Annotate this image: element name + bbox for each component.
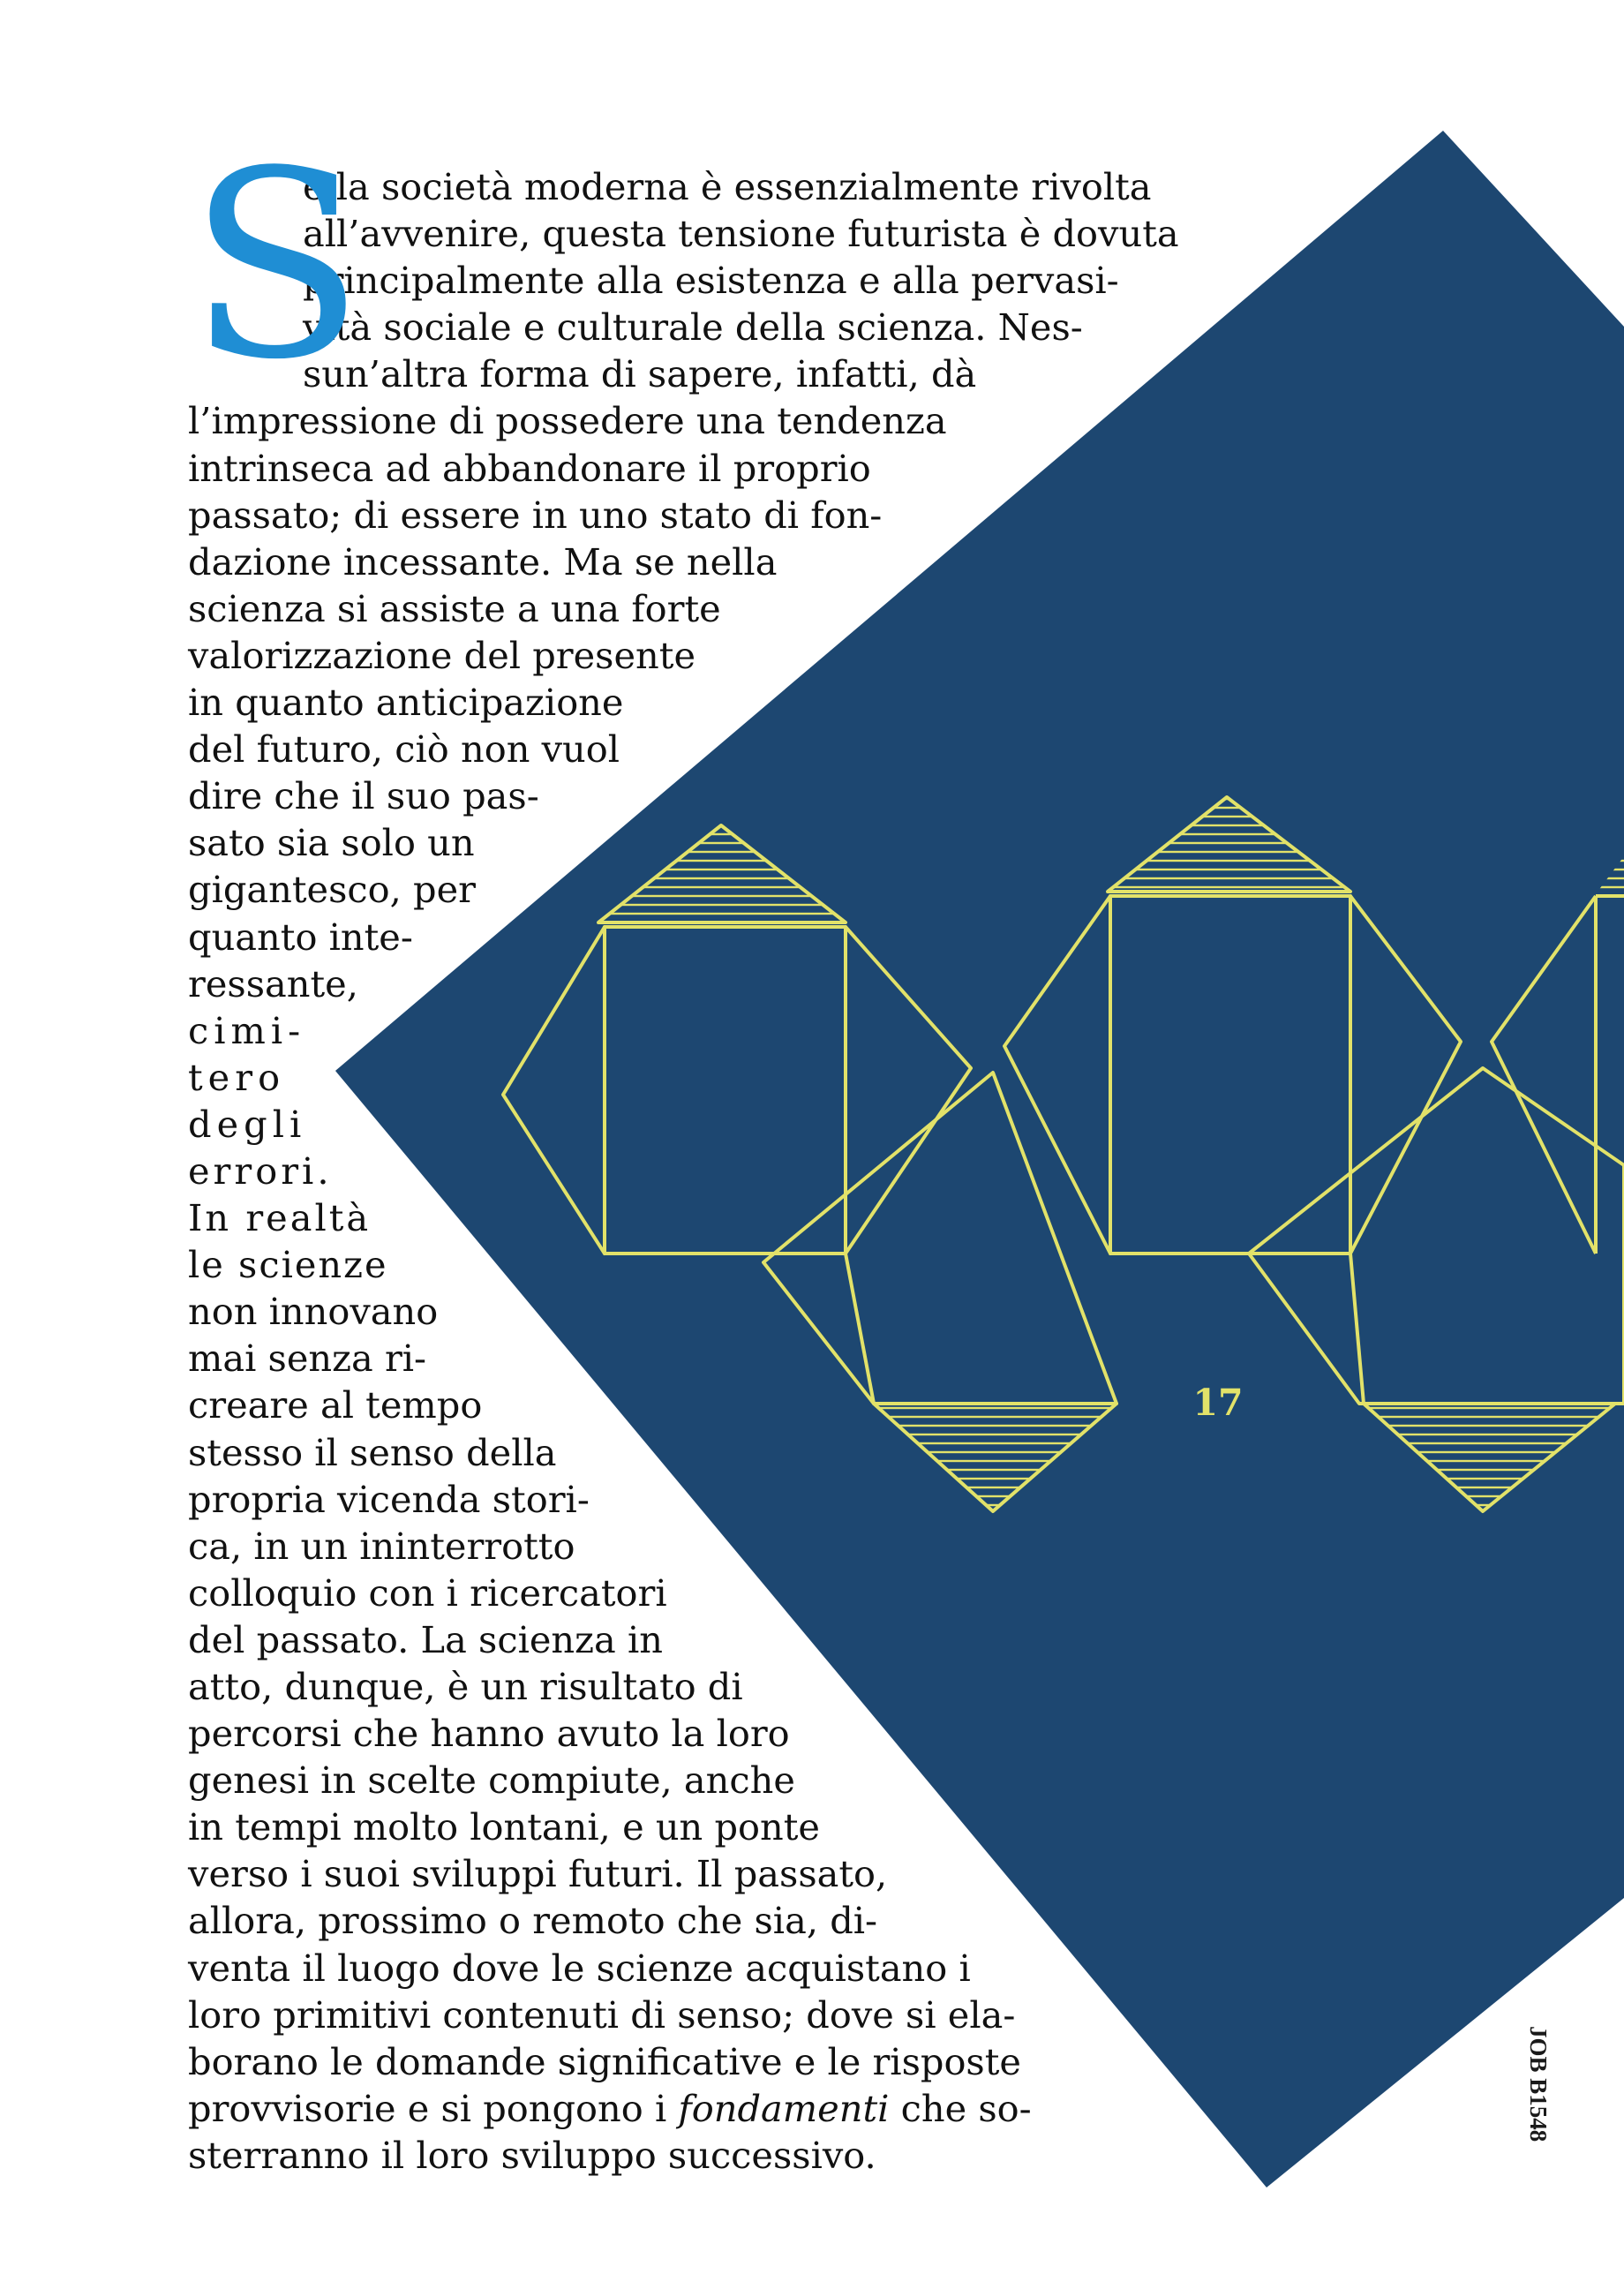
text-line: dire che il suo pas- xyxy=(188,774,539,818)
text-line: e la società moderna è essenzialmente rivolta xyxy=(303,165,1152,208)
text-line: percorsi che hanno avuto la loro xyxy=(188,1712,790,1756)
text-line-with-italic xyxy=(188,2085,1335,2132)
text-line: errori. xyxy=(188,1148,333,1193)
text-line: tero xyxy=(188,1055,286,1099)
text-line: cimi- xyxy=(188,1008,306,1052)
text-line: del futuro, ciò non vuol xyxy=(188,727,620,772)
drop-cap-letter: S xyxy=(188,116,365,416)
text-line: allora, prossimo o remoto che sia, di- xyxy=(188,1899,878,1943)
text-line: vità sociale e culturale della scienza. Nes- xyxy=(303,305,1083,350)
text-line: verso i suoi sviluppi futuri. Il passato, xyxy=(188,1852,888,1896)
text-line: atto, dunque, è un risultato di xyxy=(188,1665,743,1708)
text-line: all’avvenire, questa tensione futurista è dovuta xyxy=(303,212,1179,256)
text-line: intrinseca ad abbandonare il proprio xyxy=(188,446,871,490)
text-line: in tempi molto lontani, e un ponte xyxy=(188,1805,820,1849)
text-line: non innovano xyxy=(188,1290,439,1334)
text-line: passato; di essere in uno stato di fon- xyxy=(188,493,883,537)
blurb-text xyxy=(188,116,1335,2179)
text-line: sun’altra forma di sapere, infatti, dà xyxy=(303,352,977,396)
text-line: quanto inte- xyxy=(188,915,413,959)
text-line: venta il luogo dove le scienze acquistano i xyxy=(188,1946,971,1990)
text-line: loro primitivi contenuti di senso; dove si ela- xyxy=(188,1992,1016,2037)
text-line: mai senza ri- xyxy=(188,1337,427,1381)
text-line: scienza si assiste a una forte xyxy=(188,586,721,630)
text-line: In realtà xyxy=(188,1196,372,1240)
text-line: creare al tempo xyxy=(188,1383,483,1427)
text-line: ressante, xyxy=(188,961,358,1005)
text-line: valorizzazione del presente xyxy=(188,633,696,677)
text-line: del passato. La scienza in xyxy=(188,1617,663,1661)
text-line: le scienze xyxy=(188,1243,388,1287)
text-line: colloquio con i ricercatori xyxy=(188,1570,667,1615)
text-line: gigantesco, per xyxy=(188,868,476,912)
text-line: genesi in scelte compiute, anche xyxy=(188,1758,795,1803)
italic-word: fondamenti xyxy=(678,2086,890,2130)
text-line: sato sia solo un xyxy=(188,821,475,865)
text-line: ca, in un ininterrotto xyxy=(188,1524,575,1568)
catalog-code: JOB B1548 xyxy=(1525,2026,1552,2142)
text-line: degli xyxy=(188,1102,307,1146)
text-line: l’impressione di possedere una tendenza xyxy=(188,399,947,443)
text-line: borano le domande significative e le risposte xyxy=(188,2039,1021,2083)
text-line: dazione incessante. Ma se nella xyxy=(188,539,778,584)
text-segment: che so- xyxy=(889,2086,1032,2130)
text-segment: provvisorie e si pongono i xyxy=(188,2086,679,2130)
text-line: propria vicenda stori- xyxy=(188,1477,590,1521)
text-line: sterranno il loro sviluppo successivo. xyxy=(188,2133,876,2177)
text-line: principalmente alla esistenza e alla pervasi- xyxy=(303,259,1119,303)
text-line: in quanto anticipazione xyxy=(188,681,624,725)
page-number: 17 xyxy=(1192,1382,1244,1424)
text-line: stesso il senso della xyxy=(188,1430,557,1474)
